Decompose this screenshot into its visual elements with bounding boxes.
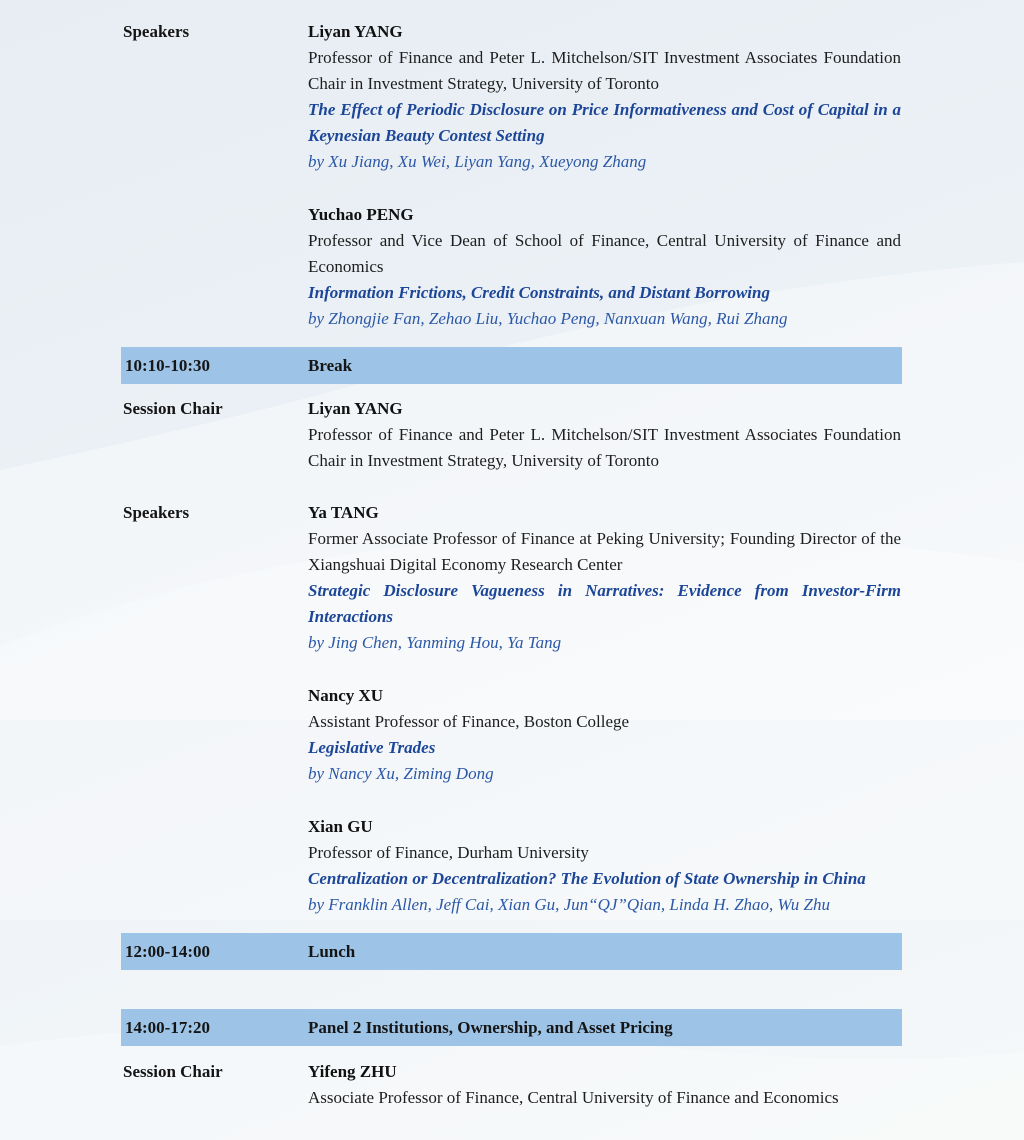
chair-name: Yifeng ZHU <box>308 1062 397 1081</box>
paper-title: The Effect of Periodic Disclosure on Price Informativeness and Cost of Capital in a Keynesian Beauty Contest Setting <box>308 100 901 145</box>
paper-authors: by Nancy Xu, Ziming Dong <box>308 764 494 783</box>
schedule-time: 12:00-14:00 <box>125 941 210 961</box>
paper-authors: by Franklin Allen, Jeff Cai, Xian Gu, Jun“QJ”Qian, Linda H. Zhao, Wu Zhu <box>308 895 830 914</box>
chair-entry <box>308 1059 901 1111</box>
row-label-session-chair: Session Chair <box>123 399 223 418</box>
schedule-bar-break <box>121 347 902 384</box>
paper-title: Information Frictions, Credit Constraints, and Distant Borrowing <box>308 283 770 302</box>
schedule-bar-panel-2 <box>121 1009 902 1046</box>
chair-name: Liyan YANG <box>308 399 403 418</box>
speaker-name: Liyan YANG <box>308 22 403 41</box>
paper-title: Legislative Trades <box>308 738 436 757</box>
paper-authors: by Zhongjie Fan, Zehao Liu, Yuchao Peng, Nanxuan Wang, Rui Zhang <box>308 309 788 328</box>
speaker-entry <box>308 19 901 175</box>
row-label-speakers: Speakers <box>123 22 190 41</box>
chair-affiliation: Professor of Finance and Peter L. Mitchelson/SIT Investment Associates Foundation Chair in Investment Strategy, University of Toronto <box>308 425 901 470</box>
speaker-affiliation: Former Associate Professor of Finance at Peking University; Founding Director of the Xiangshuai Digital Economy Research Center <box>308 529 901 574</box>
chair-affiliation: Associate Professor of Finance, Central University of Finance and Economics <box>308 1088 839 1107</box>
speaker-affiliation: Professor of Finance, Durham University <box>308 843 589 862</box>
chair-entry <box>308 396 901 474</box>
speaker-name: Nancy XU <box>308 686 384 705</box>
speaker-affiliation: Professor of Finance and Peter L. Mitchelson/SIT Investment Associates Foundation Chair in Investment Strategy, University of Toronto <box>308 48 901 93</box>
chair-list <box>308 1059 901 1111</box>
paper-title: Centralization or Decentralization? The Evolution of State Ownership in China <box>308 869 866 888</box>
speaker-entry <box>308 500 901 656</box>
speaker-name: Xian GU <box>308 817 373 836</box>
session-chair-section <box>123 396 901 474</box>
speaker-entry <box>308 683 901 787</box>
row-label-speakers: Speakers <box>123 503 190 522</box>
speakers-section-morning <box>123 19 901 332</box>
speaker-name: Ya TANG <box>308 503 379 522</box>
schedule-bar-lunch <box>121 933 902 970</box>
speakers-list <box>308 500 901 918</box>
paper-title: Strategic Disclosure Vagueness in Narratives: Evidence from Investor-Firm Interactions <box>308 581 901 626</box>
schedule-title: Lunch <box>308 941 356 961</box>
chair-list <box>308 396 901 474</box>
schedule-title: Break <box>308 355 353 375</box>
speaker-entry <box>308 202 901 332</box>
schedule-time: 10:10-10:30 <box>125 355 210 375</box>
paper-authors: by Jing Chen, Yanming Hou, Ya Tang <box>308 633 562 652</box>
paper-authors: by Xu Jiang, Xu Wei, Liyan Yang, Xueyong Zhang <box>308 152 647 171</box>
session-chair-section-panel-2 <box>123 1059 901 1111</box>
speakers-list <box>308 19 901 332</box>
schedule-title: Panel 2 Institutions, Ownership, and Asset Pricing <box>308 1017 673 1037</box>
speaker-affiliation: Assistant Professor of Finance, Boston College <box>308 712 630 731</box>
schedule-time: 14:00-17:20 <box>125 1017 210 1037</box>
speakers-section-late-morning <box>123 500 901 918</box>
row-label-session-chair: Session Chair <box>123 1062 223 1081</box>
speaker-affiliation: Professor and Vice Dean of School of Finance, Central University of Finance and Economics <box>308 231 901 276</box>
speaker-entry <box>308 814 901 918</box>
speaker-name: Yuchao PENG <box>308 205 414 224</box>
